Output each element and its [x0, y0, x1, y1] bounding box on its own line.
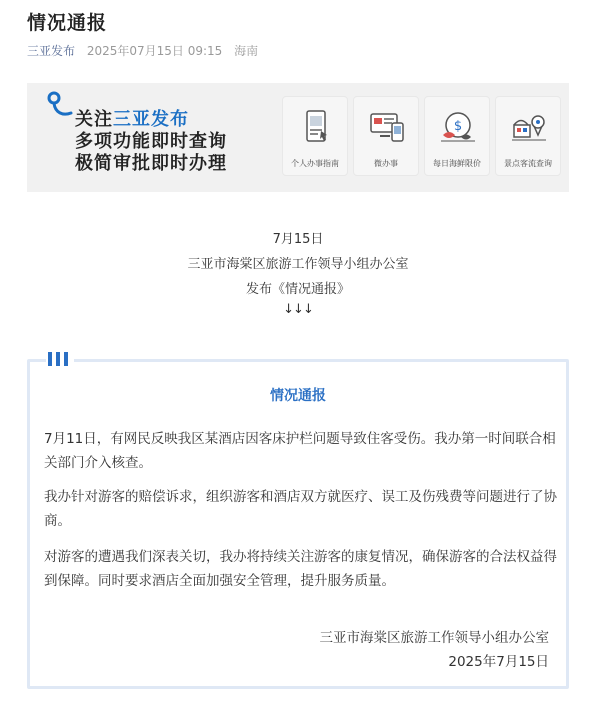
tile-label: 个人办事指南: [291, 159, 339, 168]
tile-scenic-traffic[interactable]: [495, 96, 561, 176]
tile-label: 景点客流查询: [504, 159, 552, 168]
report-paragraph: 对游客的遭遇我们深表关切，我办将持续关注游客的康复情况，确保游客的合法权益得到保障。同时要求酒店全面加强安全管理，提升服务质量。: [44, 549, 557, 589]
box-decoration-bars-icon: [46, 352, 74, 366]
intro-date: 7月15日: [272, 232, 324, 247]
banner-line-1: 关注三亚发布: [75, 109, 189, 130]
report-paragraph: 我办针对游客的赔偿诉求，组织游客和酒店双方就医疗、误工及伤残费等问题进行了协商。: [44, 489, 557, 529]
tile-label: 微办事: [374, 159, 398, 168]
account-name-link[interactable]: 三亚发布: [27, 44, 76, 58]
seafood-price-icon: [439, 109, 477, 145]
publish-location: 海南: [234, 44, 259, 58]
report-paragraph: 7月11日，有网民反映我区某酒店因客床护栏问题导致住客受伤。我办第一时间联合相关部门介入核查。: [44, 431, 556, 471]
report-heading: 情况通报: [270, 388, 326, 404]
tile-online-service[interactable]: [353, 96, 419, 176]
online-service-icon: [368, 109, 406, 145]
intro-issuer: 三亚市海棠区旅游工作领导小组办公室: [187, 257, 409, 272]
signature-date: 2025年7月15日: [448, 654, 549, 670]
signature-org: 三亚市海棠区旅游工作领导小组办公室: [319, 630, 549, 646]
tile-seafood-price[interactable]: [424, 96, 490, 176]
publish-datetime: 2025年07月15日 09:15: [86, 44, 223, 58]
banner-line-3: 极简审批即时办理: [75, 153, 227, 174]
phone-guide-icon: [297, 109, 335, 145]
tile-personal-guide[interactable]: [282, 96, 348, 176]
brand-logo-icon: [45, 89, 73, 119]
tile-label: 每日海鲜限价: [433, 159, 481, 168]
down-arrows-icon: ↓↓↓: [283, 302, 313, 317]
intro-release: 发布《情况通报》: [245, 282, 350, 297]
article-meta: [27, 42, 258, 59]
banner-line-2: 多项功能即时查询: [75, 131, 227, 152]
scenic-traffic-icon: [510, 109, 548, 145]
page-title: 情况通报: [27, 12, 108, 34]
promo-banner[interactable]: [27, 83, 569, 192]
svg-text:$: $: [453, 119, 463, 134]
